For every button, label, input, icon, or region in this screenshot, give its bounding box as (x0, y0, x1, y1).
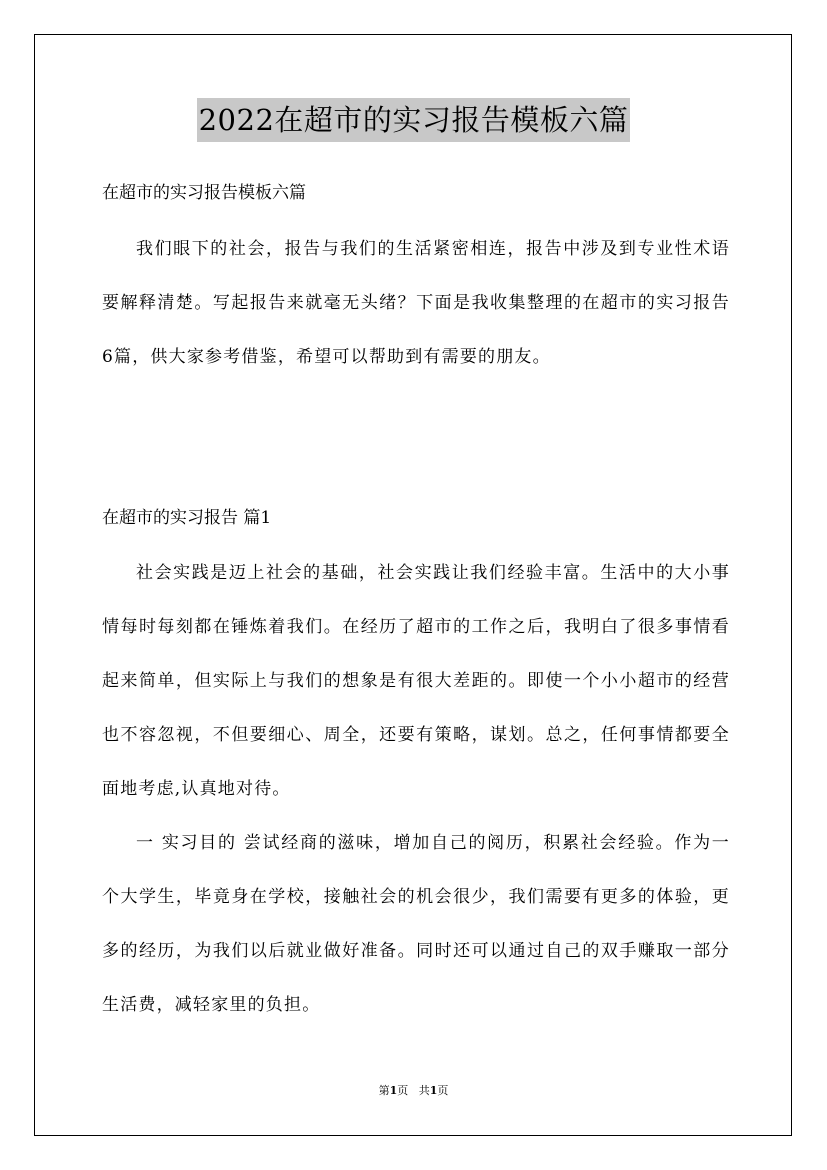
total-suffix: 页 (437, 1084, 449, 1097)
body-paragraph-1: 社会实践是迈上社会的基础，社会实践让我们经验丰富。生活中的大小事情每时每刻都在锤炼着我们。在经历了超市的工作之后，我明白了很多事情看起来简单，但实际上与我们的想象是有很大差距的。即使一个小小超市的经营也不容忽视，不但要细心、周全，还要有策略，谋划。总之，任何事情都要全面地考虑,认真地对待。 (102, 563, 730, 799)
document-subtitle: 在超市的实习报告模板六篇 (102, 183, 306, 203)
title-container (0, 98, 827, 142)
section-title: 在超市的实习报告 篇1 (102, 508, 272, 528)
page-total: 1 (429, 1084, 438, 1097)
page-current: 1 (389, 1084, 398, 1097)
body-paragraph-2: 一 实习目的 尝试经商的滋味，增加自己的阅历，积累社会经验。作为一个大学生，毕竟身在学校，接触社会的机会很少，我们需要有更多的体验，更多的经历，为我们以后就业做好准备。同时还可以通过自己的双手赚取一部分生活费，减轻家里的负担。 (102, 833, 730, 1015)
page-prefix: 第 (378, 1084, 390, 1097)
intro-paragraph: 我们眼下的社会，报告与我们的生活紧密相连，报告中涉及到专业性术语要解释清楚。写起报告来就毫无头绪？下面是我收集整理的在超市的实习报告6篇，供大家参考借鉴，希望可以帮助到有需要的朋友。 (102, 239, 730, 367)
page-suffix: 页 (397, 1084, 409, 1097)
total-prefix: 共 (418, 1084, 430, 1097)
document-title: 2022在超市的实习报告模板六篇 (197, 98, 631, 142)
page-footer (0, 1083, 827, 1099)
